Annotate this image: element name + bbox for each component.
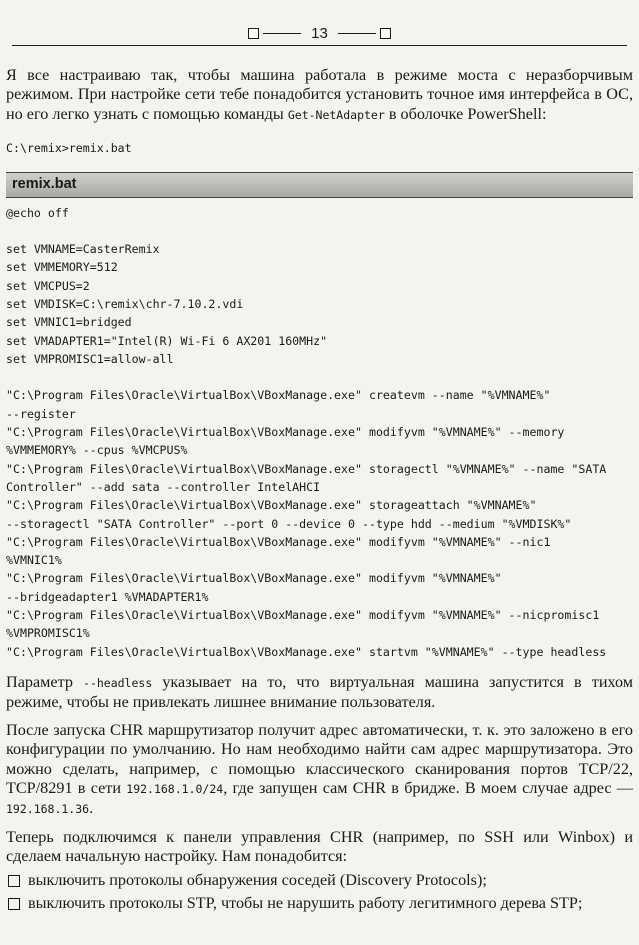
page-number: 13 — [311, 24, 328, 42]
checkbox-bullet-icon — [8, 875, 20, 887]
chr-paragraph — [6, 721, 633, 820]
inline-code: Get-NetAdapter — [287, 107, 385, 122]
code-line: --storagectl "SATA Controller" --port 0 --device 0 --type hdd --medium "%VMDISK%" — [6, 516, 572, 531]
inline-code: 192.168.1.36 — [6, 802, 90, 817]
code-line: "C:\Program Files\Oracle\VirtualBox\VBoxManage.exe" modifyvm "%VMNAME%" --nicpromisc1 — [6, 608, 600, 623]
inline-code: 192.168.1.0/24 — [126, 781, 224, 796]
page-header — [6, 0, 633, 46]
ornament-line — [338, 33, 376, 34]
code-listing — [6, 204, 633, 661]
code-line: "C:\Program Files\Oracle\VirtualBox\VBoxManage.exe" modifyvm "%VMNAME%" --memory — [6, 425, 565, 440]
list-item — [6, 871, 633, 890]
code-line: "C:\Program Files\Oracle\VirtualBox\VBoxManage.exe" startvm "%VMNAME%" --type headless — [6, 644, 607, 659]
header-rule — [12, 45, 627, 46]
code-line: "C:\Program Files\Oracle\VirtualBox\VBoxManage.exe" modifyvm "%VMNAME%" --nic1 — [6, 534, 551, 549]
headless-paragraph — [6, 673, 633, 713]
code-line: --bridgeadapter1 %VMADAPTER1% — [6, 589, 209, 604]
intro-text: Я все настраиваю так, чтобы машина работала в режиме моста с неразборчивым режимом. При настройке сети тебе понадобится установить точное имя интерфейса в ОС, но его легко узнать с помощью команды — [6, 66, 633, 123]
code-line: "C:\Program Files\Oracle\VirtualBox\VBoxManage.exe" storageattach "%VMNAME%" — [6, 498, 537, 513]
paragraph-text: указывает на то, что виртуальная машина запустится в тихом режиме, чтобы не привлекать лишнее внимание пользователя. — [6, 672, 633, 712]
page-number-ornament — [6, 24, 633, 42]
code-line: %VMPROMISC1% — [6, 626, 90, 641]
list-item-text: выключить протоколы обнаружения соседей (Discovery Protocols); — [28, 870, 487, 889]
code-line: "C:\Program Files\Oracle\VirtualBox\VBoxManage.exe" storagectl "%VMNAME%" --name "SATA — [6, 461, 607, 476]
code-line: set VMADAPTER1="Intel(R) Wi-Fi 6 AX201 160MHz" — [6, 333, 328, 348]
code-line: set VMDISK=C:\remix\chr-7.10.2.vdi — [6, 297, 244, 311]
list-item — [6, 894, 633, 913]
code-line: set VMMEMORY=512 — [6, 260, 118, 275]
code-line: Controller" --add sata --controller IntelAHCI — [6, 479, 321, 494]
ornament-line — [263, 33, 301, 34]
inline-code: --headless — [83, 675, 153, 690]
paragraph-text: . — [89, 799, 94, 818]
paragraph-text: Параметр — [6, 672, 84, 691]
paragraph-text: , где запущен сам CHR в бридже. В моем случае адрес — — [223, 778, 633, 797]
code-line: --register — [6, 406, 76, 421]
list-item-text: выключить протоколы STP, чтобы не нарушить работу легитимного дерева STP; — [28, 894, 583, 912]
code-line: set VMNAME=CasterRemix — [6, 242, 160, 257]
square-ornament-icon — [248, 28, 259, 39]
bullet-list — [6, 871, 633, 914]
code-line: %VMNIC1% — [6, 553, 62, 568]
code-line: set VMNIC1=bridged — [6, 315, 132, 330]
code-blank-line — [6, 368, 633, 386]
code-blank-line — [6, 222, 633, 240]
code-line: set VMCPUS=2 — [6, 278, 90, 293]
code-line: "C:\Program Files\Oracle\VirtualBox\VBoxManage.exe" modifyvm "%VMNAME%" — [6, 571, 502, 586]
connect-paragraph: Теперь подключимся к панели управления CHR (например, по SSH или Winbox) и сделаем начальную настройку. Нам понадобится: — [6, 827, 633, 866]
checkbox-bullet-icon — [8, 898, 20, 910]
intro-text: в оболочке PowerShell: — [384, 104, 547, 123]
command-line: C:\remix>remix.bat — [6, 141, 132, 156]
square-ornament-icon — [380, 28, 391, 39]
code-line: @echo off — [6, 205, 69, 220]
code-line: %VMMEMORY% --cpus %VMCPUS% — [6, 443, 188, 458]
code-line: set VMPROMISC1=allow-all — [6, 351, 174, 366]
listing-title: remix.bat — [6, 172, 633, 198]
intro-paragraph — [6, 66, 633, 125]
code-line: "C:\Program Files\Oracle\VirtualBox\VBoxManage.exe" createvm --name "%VMNAME%" — [6, 388, 551, 403]
paragraph-text: После запуска CHR маршрутизатор получит адрес автоматически, т. к. это заложено в его конфигурации по умолчанию. Но нам необходимо найти сам адрес маршрутизатора. Это можно сделать, например, с помощью классического сканирования портов TCP/22, TCP/8291 в сети — [6, 720, 633, 797]
